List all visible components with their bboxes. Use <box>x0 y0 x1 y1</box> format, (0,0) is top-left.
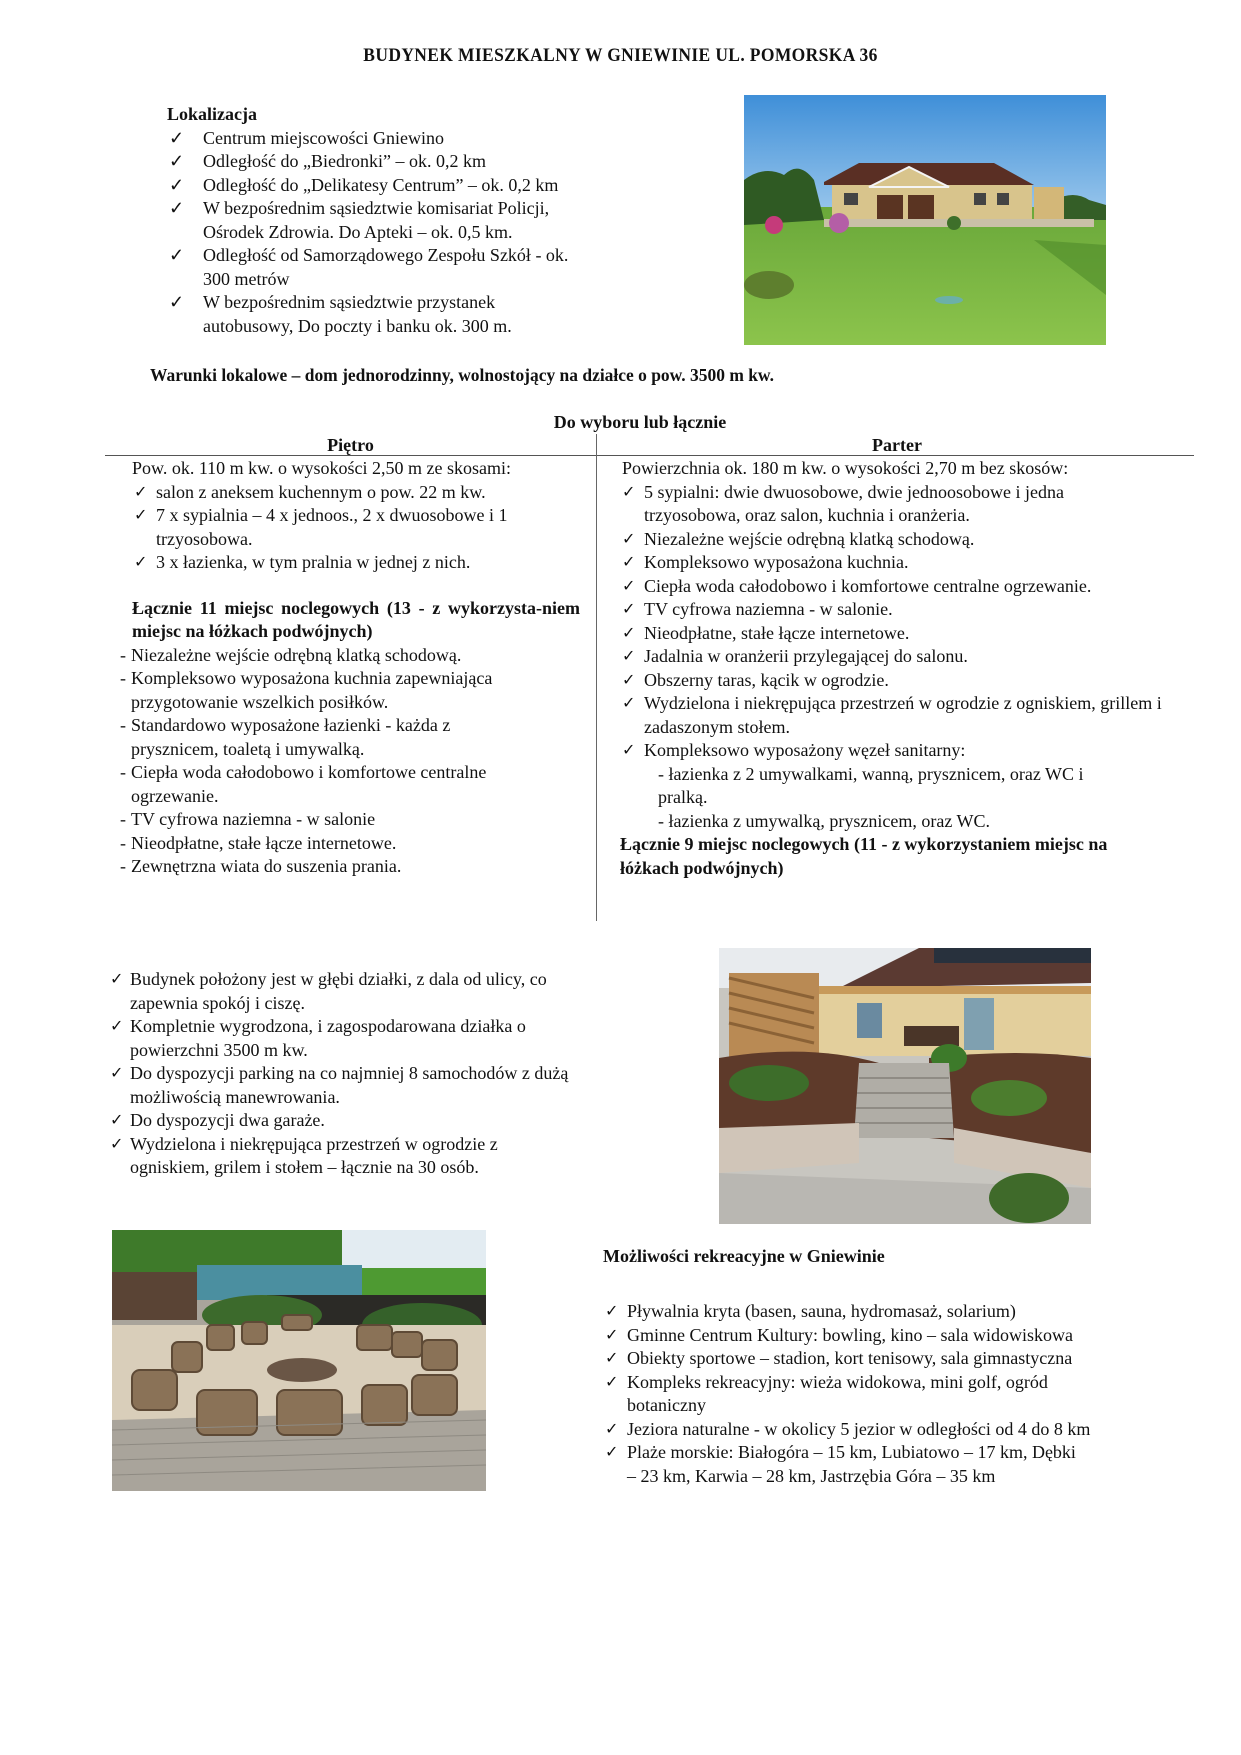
list-item: ✓ Niezależne wejście odrębną klatką schodową. <box>620 528 1180 552</box>
list-item: ✓ Obszerny taras, kącik w ogrodzie. <box>620 669 1180 693</box>
list-item: ✓ Odległość do „Delikatesy Centrum” – ok. 0,2 km <box>167 174 637 198</box>
list-item: ✓ Do dyspozycji dwa garaże. <box>110 1109 610 1133</box>
column-divider <box>596 434 597 921</box>
table-header-divider <box>105 455 1194 456</box>
checkmark-icon: ✓ <box>605 1326 619 1344</box>
terrace-stairs-photo <box>719 948 1091 1224</box>
list-item: ✓ Pływalnia kryta (basen, sauna, hydromasaż, solarium) <box>603 1300 1193 1324</box>
checkmark-icon: ✓ <box>110 1135 124 1153</box>
checkmark-icon: ✓ <box>110 971 124 988</box>
list-item: ✓ 3 x łazienka, w tym pralnia w jednej z nich. <box>132 551 590 575</box>
checkmark-icon: ✓ <box>622 624 636 642</box>
checkmark-icon: ✓ <box>622 601 636 618</box>
parter-total-beds: Łącznie 9 miejsc noclegowych (11 - z wykorzystaniem miejsc na łóżkach podwójnych) <box>620 834 1108 878</box>
housing-conditions: Warunki lokalowe – dom jednorodzinny, wolnostojący na działce o pow. 3500 m kw. <box>150 365 774 385</box>
list-item: - łazienka z 2 umywalkami, wanną, prysznicem, oraz WC i pralką. <box>658 763 1084 807</box>
list-item: ✓ Kompleks rekreacyjny: wieża widokowa, mini golf, ogród botaniczny <box>605 1371 1048 1415</box>
checkmark-icon: ✓ <box>110 1018 124 1035</box>
list-item: ✓ Wydzielona i niekrępująca przestrzeń w ogrodzie z ogniskiem, grillem i zadaszonym stołem. <box>622 693 1162 737</box>
location-list <box>167 127 637 339</box>
location-heading: Lokalizacja <box>167 104 257 124</box>
checkmark-icon: ✓ <box>622 530 636 548</box>
house-front-photo <box>744 95 1106 345</box>
checkmark-icon: ✓ <box>110 1065 124 1082</box>
list-item: ✓ Odległość od Samorządowego Zespołu Szkół - ok. 300 metrów <box>169 245 569 289</box>
list-item: ✓ Ciepła woda całodobowo i komfortowe centralne ogrzewanie. <box>620 575 1180 599</box>
pietro-total-beds: Łącznie 11 miejsc noclegowych (13 - z wykorzysta-niem miejsc na łóżkach podwójnych) <box>132 597 580 641</box>
list-item: ✓ Nieodpłatne, stałe łącze internetowe. <box>620 622 1180 646</box>
checkmark-icon: ✓ <box>622 577 636 595</box>
list-item: ✓ Plaże morskie: Białogóra – 15 km, Lubiatowo – 17 km, Dębki – 23 km, Karwia – 28 km, Jastrzębia Góra – 35 km <box>605 1442 1076 1486</box>
list-item: ✓ Kompleksowo wyposażona kuchnia. <box>620 551 1180 575</box>
list-item: ✓ Jadalnia w oranżerii przylegającej do salonu. <box>620 645 1180 669</box>
list-item: - Standardowo wyposażone łazienki - każda z prysznicem, toaletą i umywalką. <box>120 715 451 759</box>
checkmark-icon: ✓ <box>110 1112 124 1129</box>
list-item: - Zewnętrzna wiata do suszenia prania. <box>120 856 402 876</box>
pietro-column <box>120 457 590 879</box>
location-section <box>167 103 637 338</box>
list-item: ✓ salon z aneksem kuchennym o pow. 22 m kw. <box>132 481 590 505</box>
list-item: - TV cyfrowa naziemna - w salonie <box>120 809 376 829</box>
recreation-list <box>603 1300 1193 1488</box>
checkmark-icon: ✓ <box>605 1373 619 1391</box>
list-item: - łazienka z umywalką, prysznicem, oraz WC. <box>658 810 991 831</box>
checkmark-icon: ✓ <box>622 483 636 501</box>
checkmark-icon: ✓ <box>169 292 185 312</box>
list-item: ✓ 5 sypialni: dwie dwuosobowe, dwie jednoosobowe i jedna trzyosobowa, oraz salon, kuchnia i oranżeria. <box>622 481 1064 525</box>
page-title: BUDYNEK MIESZKALNY W GNIEWINIE UL. POMORSKA 36 <box>363 45 878 66</box>
list-item: ✓ Kompletnie wygrodzona, i zagospodarowana działka o powierzchni 3500 m kw. <box>110 1016 526 1060</box>
checkmark-icon: ✓ <box>134 507 148 524</box>
list-item: ✓ Jeziora naturalne - w okolicy 5 jezior w odległości od 4 do 8 km <box>603 1418 1193 1442</box>
checkmark-icon: ✓ <box>169 127 185 148</box>
parter-column <box>620 457 1180 880</box>
list-item: - Kompleksowo wyposażona kuchnia zapewniająca przygotowanie wszelkich posiłków. <box>120 668 493 712</box>
checkmark-icon: ✓ <box>169 245 185 265</box>
list-item: ✓ Budynek położony jest w głębi działki, z dala od ulicy, co zapewnia spokój i ciszę. <box>110 969 547 1013</box>
checkmark-icon: ✓ <box>622 742 636 759</box>
pietro-checks <box>120 481 590 575</box>
checkmark-icon: ✓ <box>622 554 636 571</box>
column-header-parter: Parter <box>872 435 922 455</box>
list-item: ✓ 7 x sypialnia – 4 x jednoos., 2 x dwuosobowe i 1 trzyosobowa. <box>134 505 508 549</box>
list-item: ✓ Obiekty sportowe – stadion, kort tenisowy, sala gimnastyczna <box>603 1347 1193 1371</box>
list-item: - Ciepła woda całodobowo i komfortowe centralne ogrzewanie. <box>120 762 487 806</box>
list-item: - Nieodpłatne, stałe łącze internetowe. <box>120 832 397 853</box>
checkmark-icon: ✓ <box>134 483 148 501</box>
list-item: ✓ W bezpośrednim sąsiedztwie komisariat Policji, Ośrodek Zdrowia. Do Apteki – ok. 0,5 km. <box>169 198 550 242</box>
checkmark-icon: ✓ <box>169 151 185 171</box>
checkmark-icon: ✓ <box>169 174 185 195</box>
checkmark-icon: ✓ <box>605 1303 619 1320</box>
checkmark-icon: ✓ <box>622 648 636 665</box>
checkmark-icon: ✓ <box>134 554 148 571</box>
column-header-pietro: Piętro <box>327 435 374 455</box>
list-item: - Niezależne wejście odrębną klatką schodową. <box>120 644 462 665</box>
checkmark-icon: ✓ <box>622 695 636 712</box>
checkmark-icon: ✓ <box>169 198 185 218</box>
list-item: ✓ Centrum miejscowości Gniewino <box>167 127 637 151</box>
parter-intro: Powierzchnia ok. 180 m kw. o wysokości 2,70 m bez skosów: <box>622 458 1069 478</box>
pietro-features <box>120 644 590 879</box>
list-item: ✓ Wydzielona i niekrępująca przestrzeń w ogrodzie z ogniskiem, grilem i stołem – łącznie na 30 osób. <box>110 1133 498 1177</box>
list-item: ✓ Do dyspozycji parking na co najmniej 8 samochodów z dużą możliwością manewrowania. <box>110 1063 569 1107</box>
firepit-stumps-photo <box>112 1230 486 1491</box>
list-item: ✓ W bezpośrednim sąsiedztwie przystanek autobusowy, Do poczty i banku ok. 300 m. <box>169 292 512 336</box>
pietro-intro: Pow. ok. 110 m kw. o wysokości 2,50 m ze skosami: <box>132 458 511 478</box>
checkmark-icon: ✓ <box>605 1444 619 1461</box>
list-item: ✓ Kompleksowo wyposażony węzeł sanitarny: <box>620 739 1180 763</box>
parter-checks <box>620 481 1180 763</box>
choice-heading: Do wyboru lub łącznie <box>553 412 727 432</box>
recreation-heading: Możliwości rekreacyjne w Gniewinie <box>603 1246 885 1266</box>
list-item: ✓ Odległość do „Biedronki” – ok. 0,2 km <box>167 150 637 174</box>
list-item: ✓ Gminne Centrum Kultury: bowling, kino – sala widowiskowa <box>603 1324 1193 1348</box>
checkmark-icon: ✓ <box>605 1350 619 1367</box>
checkmark-icon: ✓ <box>605 1420 619 1438</box>
sanitary-list <box>620 763 1180 834</box>
property-features <box>110 968 610 1180</box>
list-item: ✓ TV cyfrowa naziemna - w salonie. <box>620 598 1180 622</box>
checkmark-icon: ✓ <box>622 671 636 689</box>
